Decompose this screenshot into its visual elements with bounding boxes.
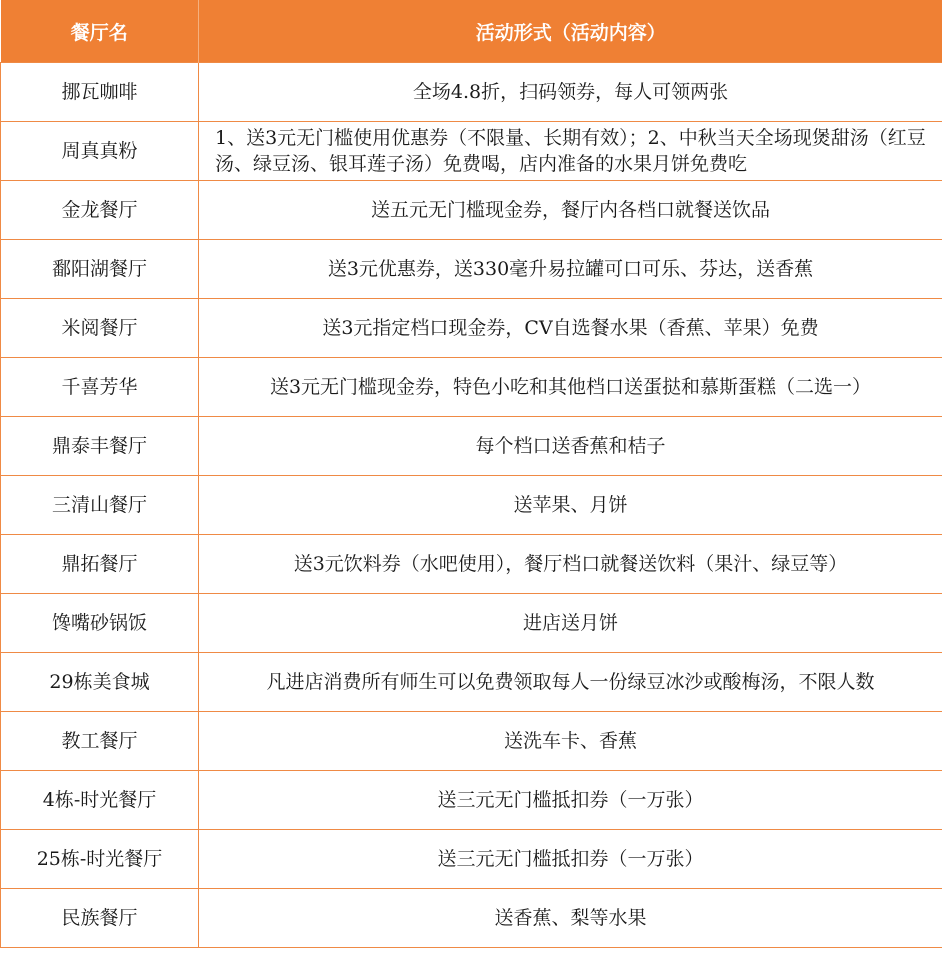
restaurant-name-cell: 三清山餐厅 [1, 476, 199, 535]
header-activity: 活动形式（活动内容） [199, 0, 942, 63]
activity-cell: 送3元指定档口现金券，CV自选餐水果（香蕉、苹果）免费 [199, 299, 942, 358]
table-row [1, 712, 942, 771]
table-row [1, 771, 942, 830]
table-row [1, 476, 942, 535]
table-row [1, 830, 942, 889]
table-row [1, 535, 942, 594]
restaurant-name-cell: 鼎拓餐厅 [1, 535, 199, 594]
restaurant-name-cell: 25栋-时光餐厅 [1, 830, 199, 889]
activity-cell: 1、送3元无门槛使用优惠券（不限量、长期有效）；2、中秋当天全场现煲甜汤（红豆汤、绿豆汤、银耳莲子汤）免费喝，店内准备的水果月饼免费吃 [199, 122, 942, 181]
table-row [1, 594, 942, 653]
table-row [1, 653, 942, 712]
activity-cell: 每个档口送香蕉和桔子 [199, 417, 942, 476]
activity-cell: 送苹果、月饼 [199, 476, 942, 535]
activity-cell: 送洗车卡、香蕉 [199, 712, 942, 771]
activity-cell: 全场4.8折，扫码领券，每人可领两张 [199, 63, 942, 122]
restaurant-name-cell: 4栋-时光餐厅 [1, 771, 199, 830]
restaurant-name-cell: 金龙餐厅 [1, 181, 199, 240]
activity-cell: 送三元无门槛抵扣券（一万张） [199, 771, 942, 830]
table-row [1, 417, 942, 476]
table-row [1, 358, 942, 417]
table-row [1, 63, 942, 122]
activity-cell: 送3元饮料券（水吧使用），餐厅档口就餐送饮料（果汁、绿豆等） [199, 535, 942, 594]
table-header-row [1, 0, 942, 63]
table-row [1, 181, 942, 240]
restaurant-name-cell: 鄱阳湖餐厅 [1, 240, 199, 299]
header-restaurant-name: 餐厅名 [1, 0, 199, 63]
restaurant-name-cell: 鼎泰丰餐厅 [1, 417, 199, 476]
activity-cell: 送五元无门槛现金券，餐厅内各档口就餐送饮品 [199, 181, 942, 240]
restaurant-name-cell: 挪瓦咖啡 [1, 63, 199, 122]
activity-cell: 送三元无门槛抵扣券（一万张） [199, 830, 942, 889]
activity-cell: 凡进店消费所有师生可以免费领取每人一份绿豆冰沙或酸梅汤，不限人数 [199, 653, 942, 712]
restaurant-name-cell: 教工餐厅 [1, 712, 199, 771]
table-row [1, 299, 942, 358]
restaurant-name-cell: 29栋美食城 [1, 653, 199, 712]
restaurant-name-cell: 周真真粉 [1, 122, 199, 181]
restaurant-name-cell: 馋嘴砂锅饭 [1, 594, 199, 653]
table-row [1, 122, 942, 181]
restaurant-name-cell: 千喜芳华 [1, 358, 199, 417]
table-row [1, 889, 942, 948]
table-row [1, 240, 942, 299]
restaurant-name-cell: 民族餐厅 [1, 889, 199, 948]
restaurant-name-cell: 米阅餐厅 [1, 299, 199, 358]
activity-cell: 送3元无门槛现金券，特色小吃和其他档口送蛋挞和慕斯蛋糕（二选一） [199, 358, 942, 417]
activity-cell: 送香蕉、梨等水果 [199, 889, 942, 948]
activity-cell: 进店送月饼 [199, 594, 942, 653]
activity-cell: 送3元优惠券，送330毫升易拉罐可口可乐、芬达，送香蕉 [199, 240, 942, 299]
